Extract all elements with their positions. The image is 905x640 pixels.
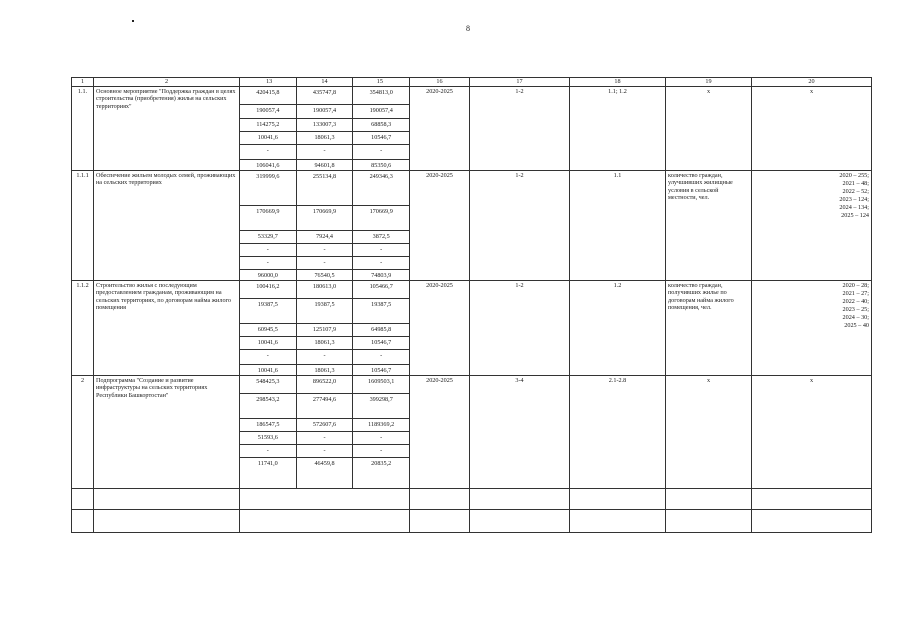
row-targets	[752, 376, 872, 489]
row-col-18: 1.1; 1.2	[570, 87, 666, 171]
row-values	[240, 87, 410, 171]
row-values	[240, 281, 410, 376]
target-line: 2022 – 40;	[842, 298, 869, 305]
empty-cell	[410, 510, 470, 533]
target-line: 2023 – 25;	[842, 306, 869, 313]
empty-cell	[240, 489, 410, 510]
value-cell: -	[240, 145, 297, 159]
header-cell-19: 19	[666, 78, 752, 87]
value-subrow	[240, 350, 409, 365]
value-subrow	[240, 432, 409, 445]
row-targets	[752, 171, 872, 281]
value-cell: 319999,6	[240, 171, 297, 205]
value-subrow	[240, 119, 409, 132]
value-subrow	[240, 270, 409, 280]
value-cell: 190057,4	[297, 105, 354, 118]
value-cell: 186547,5	[240, 419, 297, 431]
value-subrow	[240, 244, 409, 257]
document-table-wrapper	[71, 77, 871, 533]
empty-cell	[666, 489, 752, 510]
target-line: 2023 – 124;	[839, 196, 869, 203]
value-cell: 11741,0	[240, 458, 297, 488]
value-cell: 1189369,2	[368, 421, 395, 428]
value-cell: 76540,5	[297, 270, 354, 280]
empty-cell	[666, 510, 752, 533]
value-subrow	[240, 458, 409, 488]
value-subrow	[240, 206, 409, 231]
empty-cell	[72, 510, 94, 533]
value-cell: 94601,8	[297, 160, 354, 170]
scan-speck	[132, 20, 134, 22]
value-cell: -	[297, 244, 354, 256]
empty-row	[72, 510, 872, 533]
value-cell: 10041,6	[240, 132, 297, 144]
program-table	[71, 77, 872, 533]
value-cell: 114275,2	[240, 119, 297, 131]
row-name: Подпрограмма "Создание и развитие инфраструктуры на сельских территориях Республики Башкортостан"	[94, 376, 240, 489]
header-cell-13: 13	[242, 78, 297, 86]
value-cell: -	[240, 257, 297, 269]
target-line: x	[809, 377, 814, 384]
page-number: 8	[466, 24, 470, 33]
value-cell: 19387,5	[371, 301, 392, 308]
value-cell: -	[240, 350, 297, 364]
value-cell: 3872,5	[372, 233, 390, 240]
row-col-17: 1-2	[470, 171, 570, 281]
row-number: 2	[72, 376, 94, 489]
value-cell: 19387,5	[297, 299, 354, 323]
empty-cell	[570, 489, 666, 510]
value-cell: 106041,6	[240, 160, 297, 170]
row-name: Основное мероприятие "Поддержка граждан в целях строительства (приобретения) жилья на сельских территориях"	[94, 87, 240, 171]
row-period: 2020-2025	[410, 281, 470, 376]
value-cell: 20835,2	[371, 460, 392, 467]
value-subrow	[240, 105, 409, 119]
value-cell: -	[380, 246, 383, 253]
value-cell: 170669,9	[240, 206, 297, 230]
value-cell: 74803,9	[371, 272, 392, 279]
value-cell: -	[380, 352, 383, 359]
value-subrow	[240, 257, 409, 270]
row-col-17: 1-2	[470, 87, 570, 171]
value-subrow	[240, 337, 409, 350]
empty-cell	[240, 510, 410, 533]
target-line: 2025 – 40	[844, 322, 869, 329]
value-subrow	[240, 365, 409, 375]
value-cell: -	[240, 445, 297, 457]
target-line: 2022 – 52;	[842, 188, 869, 195]
row-col-18: 1.1	[570, 171, 666, 281]
target-line: x	[809, 88, 814, 95]
header-cell-17: 17	[470, 78, 570, 87]
empty-cell	[470, 489, 570, 510]
value-cell: -	[297, 257, 354, 269]
value-cell: -	[380, 447, 383, 454]
empty-cell	[72, 489, 94, 510]
row-name: Обеспечение жильем молодых семей, проживающих на сельских территориях	[94, 171, 240, 281]
value-cell: 18061,3	[297, 337, 354, 349]
row-indicator: количество граждан, получивших жилье по договорам найма жилого помещения, чел.	[666, 281, 752, 376]
row-period: 2020-2025	[410, 376, 470, 489]
empty-cell	[94, 510, 240, 533]
value-subrow	[240, 419, 409, 432]
value-cell: -	[297, 145, 354, 159]
header-cell-1: 1	[72, 78, 94, 87]
value-cell: 277494,6	[297, 394, 354, 418]
value-subrow	[240, 87, 409, 105]
row-col-17: 3-4	[470, 376, 570, 489]
row-indicator: количество граждан, улучшивших жилищные условия в сельской местности, чел.	[666, 171, 752, 281]
value-cell: 60945,5	[240, 324, 297, 336]
value-cell: 399298,7	[369, 396, 393, 403]
target-line: 2021 – 48;	[842, 180, 869, 187]
empty-cell	[410, 489, 470, 510]
row-col-17: 1-2	[470, 281, 570, 376]
value-cell: 170669,9	[297, 206, 354, 230]
value-subrow	[240, 231, 409, 244]
value-cell: 19387,5	[240, 299, 297, 323]
value-cell: 133007,3	[297, 119, 354, 131]
value-cell: 190057,4	[369, 107, 393, 114]
value-cell: 10041,6	[240, 337, 297, 349]
value-cell: 68858,3	[371, 121, 392, 128]
header-cell-18: 18	[570, 78, 666, 87]
value-subrow	[240, 160, 409, 170]
row-number: 1.1.	[72, 87, 94, 171]
target-line: 2025 – 124	[841, 212, 869, 219]
value-cell: -	[297, 350, 354, 364]
value-subrow	[240, 281, 409, 299]
value-cell: -	[297, 445, 354, 457]
value-subrow	[240, 132, 409, 145]
value-cell: 298543,2	[240, 394, 297, 418]
row-period: 2020-2025	[410, 171, 470, 281]
empty-cell	[752, 489, 872, 510]
value-cell: 435747,8	[297, 87, 354, 104]
target-line: 2024 – 30;	[842, 314, 869, 321]
target-line: 2020 – 28;	[842, 282, 869, 289]
row-number: 1.1.1	[72, 171, 94, 281]
header-row	[72, 78, 872, 87]
table-row	[72, 281, 872, 376]
target-line: 2021 – 27;	[842, 290, 869, 297]
header-cell-20: 20	[752, 78, 872, 87]
table-row	[72, 171, 872, 281]
value-cell: 249346,3	[369, 173, 393, 180]
row-name: Строительство жилья с последующим предоставлением гражданам, проживающим на сельских территориях, по договорам найма жилого помещения	[94, 281, 240, 376]
table-row	[72, 87, 872, 171]
value-cell: 100416,2	[240, 281, 297, 298]
value-subrow	[240, 445, 409, 458]
value-cell: 10546,7	[371, 134, 392, 141]
value-cell: 1609503,1	[368, 378, 395, 385]
row-period: 2020-2025	[410, 87, 470, 171]
value-cell: 10041,6	[240, 365, 297, 375]
target-line: 2024 – 134;	[839, 204, 869, 211]
target-line: 2020 – 255;	[839, 172, 869, 179]
value-cell: 7924,4	[297, 231, 354, 243]
value-cell: 96000,0	[240, 270, 297, 280]
row-values	[240, 376, 410, 489]
header-cell-16: 16	[410, 78, 470, 87]
value-cell: 18061,3	[297, 365, 354, 375]
value-cell: 46459,8	[297, 458, 354, 488]
row-col-18: 2.1-2.8	[570, 376, 666, 489]
empty-cell	[752, 510, 872, 533]
empty-cell	[570, 510, 666, 533]
row-values	[240, 171, 410, 281]
value-cell: -	[240, 244, 297, 256]
value-cell: 51593,6	[240, 432, 297, 444]
value-cell: 125107,9	[297, 324, 354, 336]
value-cell: -	[297, 432, 354, 444]
row-col-18: 1.2	[570, 281, 666, 376]
header-cell-2: 2	[94, 78, 240, 87]
row-targets	[752, 87, 872, 171]
value-cell: -	[380, 434, 383, 441]
value-cell: 85350,6	[371, 162, 392, 169]
row-number: 1.1.2	[72, 281, 94, 376]
value-cell: 170669,9	[369, 208, 393, 215]
empty-row	[72, 489, 872, 510]
value-subrow	[240, 394, 409, 419]
value-cell: 548425,3	[240, 376, 297, 393]
header-cell-14: 14	[297, 78, 352, 86]
value-cell: 180613,0	[297, 281, 354, 298]
value-cell: 10546,7	[371, 339, 392, 346]
header-cell-13-15	[240, 78, 410, 87]
value-cell: 53329,7	[240, 231, 297, 243]
value-subrow	[240, 324, 409, 337]
value-cell: 190057,4	[240, 105, 297, 118]
value-cell: 64985,8	[371, 326, 392, 333]
value-cell: 354813,0	[369, 89, 393, 96]
header-cell-15: 15	[376, 78, 383, 85]
value-cell: 10546,7	[371, 367, 392, 374]
value-cell: 255134,8	[297, 171, 354, 205]
value-subrow	[240, 376, 409, 394]
empty-cell	[470, 510, 570, 533]
value-subrow	[240, 299, 409, 324]
value-subrow	[240, 171, 409, 206]
value-cell: 420415,8	[240, 87, 297, 104]
row-targets	[752, 281, 872, 376]
value-cell: 18061,3	[297, 132, 354, 144]
row-indicator: x	[666, 376, 752, 489]
row-indicator: x	[666, 87, 752, 171]
empty-cell	[94, 489, 240, 510]
value-cell: -	[380, 259, 383, 266]
value-cell: 105466,7	[369, 283, 393, 290]
value-cell: 896522,0	[297, 376, 354, 393]
table-row	[72, 376, 872, 489]
value-cell: -	[380, 147, 383, 154]
value-subrow	[240, 145, 409, 160]
value-cell: 572607,6	[297, 419, 354, 431]
